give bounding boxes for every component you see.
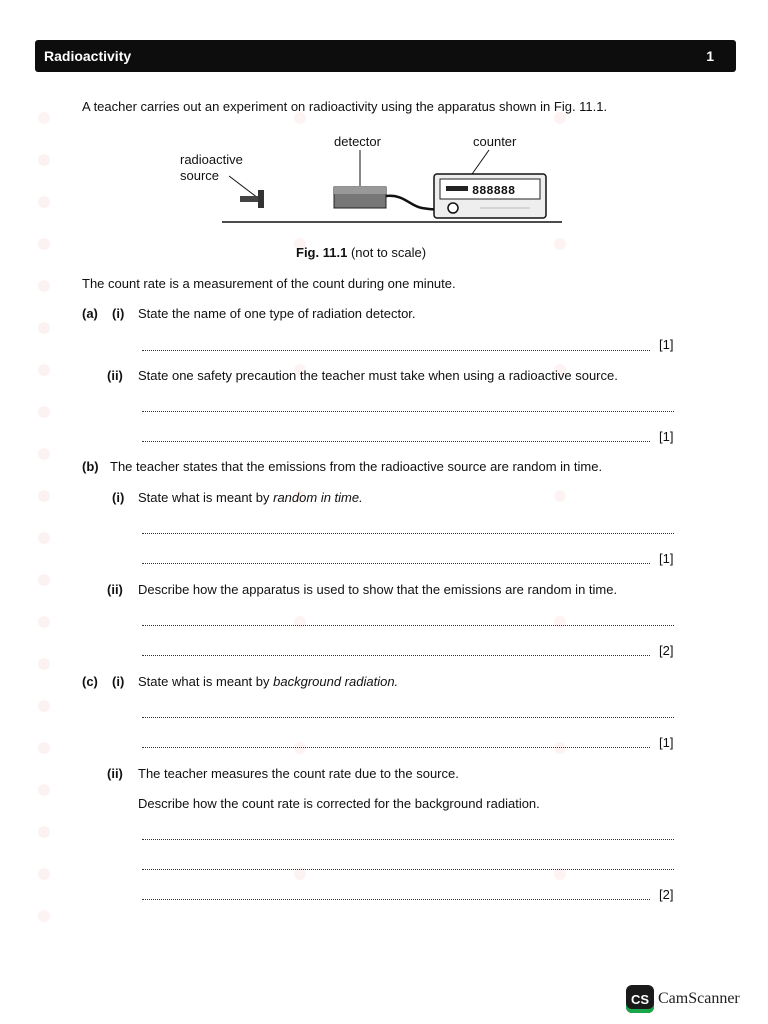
figure-caption-note: (not to scale) [350,245,427,260]
part-b-ii-question: Describe how the apparatus is used to show that the emissions are random in time. [138,582,618,597]
answer-line[interactable] [142,889,650,900]
answer-line[interactable] [142,553,650,564]
camscanner-logo-icon: CS [626,985,654,1013]
camscanner-badge [626,985,740,1013]
answer-line[interactable] [142,859,674,870]
part-c-i-label: (i) [112,674,125,689]
answer-line[interactable] [142,523,674,534]
marks-b-i: [1] [659,551,674,566]
part-c-label: (c) [82,674,98,689]
part-b-i-question-text: State what is meant by [138,490,274,505]
label-source-line1: radioactive [180,152,243,167]
section-title: Radioactivity [44,48,132,64]
answer-line[interactable] [142,615,674,626]
part-a-i-label: (i) [112,306,125,321]
answer-line[interactable] [142,645,650,656]
marks-c-ii: [2] [659,887,674,902]
part-b-stem: The teacher states that the emissions from the radioactive source are random in time. [110,459,603,474]
radioactive-source [240,190,264,208]
counter-display: 888888 [472,184,516,198]
label-counter: counter [473,134,517,149]
apparatus-diagram [0,0,768,240]
label-detector: detector [334,134,381,149]
camscanner-name: CamScanner [658,990,740,1007]
count-rate-text: The count rate is a measurement of the count during one minute. [82,276,456,291]
page-number: 1 [706,48,714,64]
part-c-ii-context: The teacher measures the count rate due to the source. [138,766,459,781]
part-a-label: (a) [82,306,98,321]
answer-line[interactable] [142,707,674,718]
source-pointer [229,176,258,198]
marks-a-i: [1] [659,337,674,352]
part-b-label: (b) [82,459,99,474]
answer-line[interactable] [142,340,650,351]
answer-line[interactable] [142,829,674,840]
marks-b-ii: [2] [659,643,674,658]
label-source-line2: source [180,168,220,183]
part-c-ii-question: Describe how the count rate is corrected for the background radiation. [138,796,540,811]
part-c-i-question-term: background radiation. [273,674,399,689]
part-a-i-question: State the name of one type of radiation detector. [138,306,416,321]
marks-c-i: [1] [659,735,674,750]
figure-caption [296,245,426,261]
marks-a-ii: [1] [659,429,674,444]
part-c-i-question [138,674,398,690]
detector [334,187,386,208]
part-a-ii-label: (ii) [107,368,123,383]
part-b-i-question [138,490,363,506]
part-b-i-label: (i) [112,490,125,505]
intro-text: A teacher carries out an experiment on radioactivity using the apparatus shown in Fig. 11.1. [82,99,608,114]
part-b-ii-label: (ii) [107,582,123,597]
counter-pointer [470,150,489,177]
answer-line[interactable] [142,737,650,748]
part-b-i-question-term: random in time. [273,490,363,505]
answer-line[interactable] [142,431,650,442]
part-a-ii-question: State one safety precaution the teacher must take when using a radioactive source. [138,368,618,383]
part-c-ii-label: (ii) [107,766,123,781]
answer-line[interactable] [142,401,674,412]
part-c-i-question-text: State what is meant by [138,674,274,689]
figure-caption-number: Fig. 11.1 [296,245,348,260]
